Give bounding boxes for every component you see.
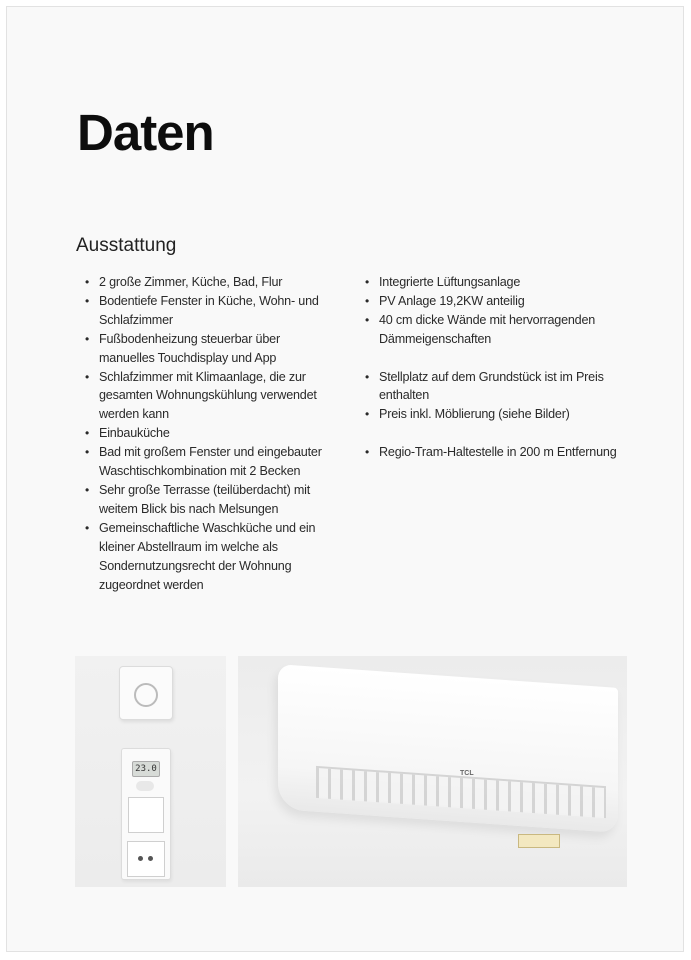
list-item: • Bad mit großem Fenster und eingebauter Waschtischkombination mit 2 Becken xyxy=(83,443,323,481)
air-conditioner-logo: TCL xyxy=(460,770,474,777)
list-item: • Stellplatz auf dem Grundstück ist im Preis enthalten xyxy=(363,368,623,406)
power-socket xyxy=(127,841,165,877)
features-list-left xyxy=(83,273,323,594)
document-page xyxy=(6,6,684,952)
list-item: • Sehr große Terrasse (teilüberdacht) mit weitem Blick bis nach Melsungen xyxy=(83,481,323,519)
list-item: • PV Anlage 19,2KW anteilig xyxy=(363,292,623,311)
list-item: • Regio-Tram-Haltestelle in 200 m Entfernung xyxy=(363,443,623,462)
energy-label-sticker xyxy=(518,834,560,848)
air-conditioner-photo xyxy=(238,656,627,887)
thermostat-photo xyxy=(75,656,226,887)
light-switch xyxy=(128,797,164,833)
list-item: • 40 cm dicke Wände mit hervorragenden Dämmeigenschaften xyxy=(363,311,623,349)
list-item: • Schlafzimmer mit Klimaanlage, die zur gesamten Wohnungskühlung verwendet werden kann xyxy=(83,368,323,425)
room-thermostat xyxy=(119,666,173,720)
list-item: • Gemeinschaftliche Waschküche und ein kleiner Abstellraum im welche als Sondernutzungsrecht der Wohnung zugeordnet werden xyxy=(83,519,323,595)
section-heading-ausstattung: Ausstattung xyxy=(76,235,177,256)
list-item: • Integrierte Lüftungsanlage xyxy=(363,273,623,292)
list-item: • Preis inkl. Möblierung (siehe Bilder) xyxy=(363,405,623,424)
list-item: • 2 große Zimmer, Küche, Bad, Flur xyxy=(83,273,323,292)
features-list-right xyxy=(363,273,623,462)
switch-frame xyxy=(121,748,171,880)
list-item: • Bodentiefe Fenster in Küche, Wohn- und Schlafzimmer xyxy=(83,292,323,330)
list-item: • Einbauküche xyxy=(83,424,323,443)
thermostat-display: 23.0 xyxy=(132,761,160,777)
page-title: Daten xyxy=(77,104,214,161)
list-item: • Fußbodenheizung steuerbar über manuelles Touchdisplay und App xyxy=(83,330,323,368)
